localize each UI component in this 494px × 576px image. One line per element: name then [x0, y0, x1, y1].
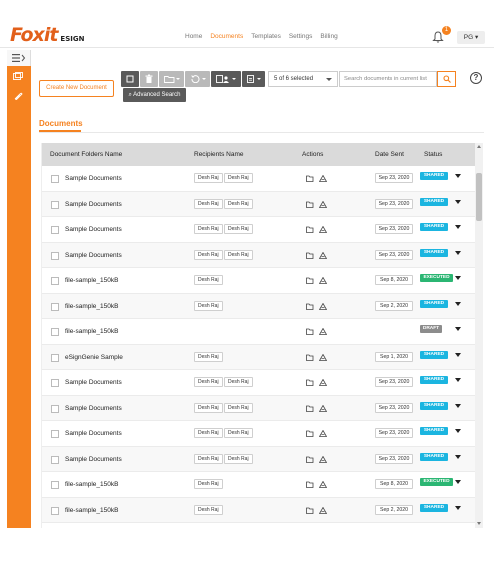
- recipient-chip: Desh Raj: [194, 377, 223, 387]
- table-body: [42, 166, 475, 523]
- nav-billing[interactable]: Billing: [320, 33, 338, 40]
- status-badge: SHARED: [420, 453, 448, 461]
- table-row[interactable]: [42, 472, 475, 498]
- recipient-chip: Desh Raj: [194, 301, 223, 311]
- status-badge: SHARED: [420, 198, 448, 206]
- status-badge: SHARED: [420, 172, 448, 180]
- document-name[interactable]: Sample Documents: [65, 404, 122, 412]
- recipient-chip: Desh Raj: [194, 428, 223, 438]
- row-checkbox[interactable]: [51, 405, 59, 413]
- create-document-button[interactable]: Create New Document: [39, 80, 114, 97]
- document-name[interactable]: Sample Documents: [65, 430, 122, 437]
- recipient-chip: Desh Raj: [194, 224, 223, 234]
- nav-templates[interactable]: Templates: [251, 33, 281, 40]
- status-badge: SHARED: [420, 249, 448, 257]
- recipient-chip: Desh Raj: [194, 454, 223, 464]
- row-checkbox[interactable]: [51, 354, 59, 362]
- row-checkbox[interactable]: [51, 481, 59, 489]
- signature-icon[interactable]: [319, 430, 327, 437]
- document-menu-button[interactable]: [242, 71, 265, 87]
- table-row[interactable]: [42, 421, 475, 447]
- document-icon: [247, 75, 261, 83]
- scroll-down-icon[interactable]: [477, 522, 481, 525]
- chevron-down-icon: ▾: [473, 34, 479, 41]
- recipient-chip: Desh Raj: [224, 199, 253, 209]
- history-button[interactable]: [185, 71, 210, 87]
- row-checkbox[interactable]: [51, 430, 59, 438]
- document-name[interactable]: eSignGenie Sample: [65, 353, 123, 361]
- checkbox-icon: [126, 75, 134, 83]
- status-badge: EXECUTED: [420, 274, 453, 282]
- row-checkbox[interactable]: [51, 507, 59, 515]
- recipient-chip: Desh Raj: [224, 454, 253, 464]
- row-checkbox[interactable]: [51, 226, 59, 234]
- document-name[interactable]: file-sample_150kB: [65, 302, 119, 310]
- column-header-date[interactable]: Date Sent: [375, 151, 404, 158]
- page-title: Documents: [39, 119, 83, 128]
- user-document-icon: [216, 75, 236, 83]
- document-name[interactable]: Sample Documents: [65, 200, 122, 208]
- recipient-chip: Desh Raj: [224, 224, 253, 234]
- folder-open-icon[interactable]: [306, 379, 314, 386]
- chevron-down-icon[interactable]: [455, 174, 461, 178]
- trash-icon: [145, 75, 153, 84]
- folder-open-icon[interactable]: [306, 201, 314, 208]
- folder-open-icon[interactable]: [306, 175, 314, 182]
- row-checkbox[interactable]: [51, 303, 59, 311]
- left-sidebar: [7, 50, 31, 528]
- selection-dropdown[interactable]: [268, 71, 338, 87]
- status-badge: SHARED: [420, 300, 448, 308]
- assign-button[interactable]: [211, 71, 241, 87]
- table-row[interactable]: [42, 447, 475, 473]
- chevron-down-icon[interactable]: [455, 302, 461, 306]
- history-icon: [190, 75, 206, 83]
- row-checkbox[interactable]: [51, 456, 59, 464]
- chevron-down-icon[interactable]: [455, 404, 461, 408]
- recipient-chip: Desh Raj: [224, 250, 253, 260]
- recipient-chip: Desh Raj: [194, 250, 223, 260]
- signature-icon[interactable]: [319, 456, 327, 463]
- folder-move-icon: [164, 75, 180, 83]
- row-checkbox[interactable]: [51, 252, 59, 260]
- hamburger-icon: [12, 54, 26, 62]
- signature-icon[interactable]: [319, 277, 327, 284]
- help-icon[interactable]: ?: [470, 72, 482, 84]
- row-checkbox[interactable]: [51, 328, 59, 336]
- chevron-down-icon[interactable]: [455, 200, 461, 204]
- recipient-chip: Desh Raj: [194, 199, 223, 209]
- date-sent: Sep 8, 2020: [375, 479, 413, 489]
- advanced-search-button[interactable]: [123, 88, 186, 102]
- status-badge: SHARED: [420, 223, 448, 231]
- folder-open-icon[interactable]: [306, 226, 314, 233]
- delete-button[interactable]: [140, 71, 158, 87]
- select-all-button[interactable]: [121, 71, 139, 87]
- document-name[interactable]: Sample Documents: [65, 251, 122, 259]
- sidebar-toggle[interactable]: [7, 50, 31, 66]
- date-sent: Sep 23, 2020: [375, 199, 413, 209]
- date-sent: Sep 23, 2020: [375, 454, 413, 464]
- recipient-chip: Desh Raj: [194, 505, 223, 515]
- table-row[interactable]: [42, 217, 475, 243]
- folder-open-icon[interactable]: [306, 354, 314, 361]
- document-name[interactable]: Sample Documents: [65, 226, 122, 233]
- folder-open-icon[interactable]: [306, 507, 314, 514]
- date-sent: Sep 23, 2020: [375, 377, 413, 387]
- table-header: [42, 143, 475, 166]
- row-checkbox[interactable]: [51, 201, 59, 209]
- divider: [39, 132, 484, 133]
- logo-text: Foxit: [10, 24, 58, 46]
- date-sent: Sep 2, 2020: [375, 301, 413, 311]
- attachment-icon[interactable]: [13, 92, 23, 100]
- chevron-down-icon[interactable]: [455, 480, 461, 484]
- table-row[interactable]: [42, 498, 475, 524]
- table-row[interactable]: [42, 166, 475, 192]
- date-sent: Sep 2, 2020: [375, 505, 413, 515]
- signature-icon[interactable]: [319, 379, 327, 386]
- search-icon: ⌕: [128, 92, 134, 98]
- date-sent: Sep 1, 2020: [375, 352, 413, 362]
- table-row[interactable]: [42, 319, 475, 345]
- folder-open-icon[interactable]: [306, 303, 314, 310]
- date-sent: Sep 23, 2020: [375, 428, 413, 438]
- search-icon: [443, 75, 451, 83]
- documents-icon[interactable]: [13, 72, 23, 80]
- user-initials: PG: [463, 34, 474, 41]
- foxit-logo[interactable]: [10, 24, 84, 46]
- user-menu-button[interactable]: [457, 31, 485, 44]
- recipient-chip: Desh Raj: [224, 403, 253, 413]
- signature-icon[interactable]: [319, 354, 327, 361]
- documents-table: [41, 143, 475, 528]
- signature-icon[interactable]: [319, 328, 327, 335]
- status-badge: EXECUTED: [420, 478, 453, 486]
- date-sent: Sep 23, 2020: [375, 224, 413, 234]
- row-checkbox[interactable]: [51, 277, 59, 285]
- date-sent: Sep 8, 2020: [375, 275, 413, 285]
- document-name[interactable]: Sample Documents: [65, 379, 122, 386]
- signature-icon[interactable]: [319, 175, 327, 182]
- chevron-down-icon[interactable]: [455, 225, 461, 229]
- status-badge: DRAFT: [420, 325, 442, 333]
- row-checkbox[interactable]: [51, 175, 59, 183]
- status-badge: SHARED: [420, 351, 448, 359]
- search-button[interactable]: [437, 71, 456, 87]
- main-nav: [185, 33, 338, 40]
- scroll-thumb[interactable]: [476, 173, 482, 221]
- chevron-down-icon[interactable]: [455, 506, 461, 510]
- signature-icon[interactable]: [319, 226, 327, 233]
- signature-icon[interactable]: [319, 201, 327, 208]
- status-badge: SHARED: [420, 427, 448, 435]
- chevron-down-icon: [326, 78, 332, 81]
- chevron-down-icon[interactable]: [455, 327, 461, 331]
- signature-icon[interactable]: [319, 405, 327, 412]
- column-header-name[interactable]: Document Folders Name: [50, 151, 123, 158]
- nav-settings[interactable]: Settings: [288, 33, 313, 40]
- top-header: [0, 18, 494, 48]
- folder-open-icon[interactable]: [306, 328, 314, 335]
- folder-open-icon[interactable]: [306, 252, 314, 259]
- nav-home[interactable]: Home: [185, 33, 203, 40]
- table-scrollbar[interactable]: [475, 143, 483, 528]
- document-name[interactable]: file-sample_150kB: [65, 481, 119, 488]
- table-row[interactable]: [42, 345, 475, 371]
- row-checkbox[interactable]: [51, 379, 59, 387]
- recipient-chip: Desh Raj: [224, 173, 253, 183]
- chevron-down-icon[interactable]: [455, 378, 461, 382]
- recipient-chip: Desh Raj: [194, 403, 223, 413]
- recipient-chip: Desh Raj: [194, 479, 223, 489]
- table-row[interactable]: [42, 192, 475, 218]
- column-header-actions: Actions: [302, 151, 324, 158]
- chevron-down-icon[interactable]: [455, 429, 461, 433]
- document-name[interactable]: file-sample_150kB: [65, 328, 119, 335]
- document-name[interactable]: file-sample_150kB: [65, 277, 119, 284]
- recipient-chip: Desh Raj: [224, 428, 253, 438]
- status-badge: SHARED: [420, 402, 448, 410]
- chevron-down-icon[interactable]: [455, 353, 461, 357]
- recipient-chip: Desh Raj: [224, 377, 253, 387]
- signature-icon[interactable]: [319, 481, 327, 488]
- date-sent: Sep 23, 2020: [375, 250, 413, 260]
- recipient-chip: Desh Raj: [194, 352, 223, 362]
- logo-sub-text: ESIGN: [60, 35, 85, 43]
- table-row[interactable]: [42, 294, 475, 320]
- search-input[interactable]: [339, 71, 437, 87]
- nav-documents[interactable]: Documents: [210, 33, 244, 40]
- recipient-chip: Desh Raj: [194, 173, 223, 183]
- document-name[interactable]: Sample Documents: [65, 175, 122, 182]
- folder-open-icon[interactable]: [306, 481, 314, 488]
- document-name[interactable]: file-sample_150kB: [65, 506, 119, 514]
- date-sent: Sep 23, 2020: [375, 173, 413, 183]
- chevron-down-icon[interactable]: [455, 276, 461, 280]
- table-row[interactable]: [42, 268, 475, 294]
- document-name[interactable]: Sample Documents: [65, 455, 122, 463]
- chevron-down-icon[interactable]: [455, 251, 461, 255]
- table-row[interactable]: [42, 243, 475, 269]
- signature-icon[interactable]: [319, 507, 327, 514]
- signature-icon[interactable]: [319, 303, 327, 310]
- move-folder-button[interactable]: [159, 71, 184, 87]
- table-row[interactable]: [42, 396, 475, 422]
- folder-open-icon[interactable]: [306, 430, 314, 437]
- recipient-chip: Desh Raj: [194, 275, 223, 285]
- column-header-status[interactable]: Status: [424, 151, 443, 158]
- folder-open-icon[interactable]: [306, 456, 314, 463]
- table-row[interactable]: [42, 370, 475, 396]
- column-header-recipients[interactable]: Recipients Name: [194, 151, 244, 158]
- status-badge: SHARED: [420, 376, 448, 384]
- chevron-down-icon[interactable]: [455, 455, 461, 459]
- date-sent: Sep 23, 2020: [375, 403, 413, 413]
- scroll-up-icon[interactable]: [477, 145, 481, 148]
- signature-icon[interactable]: [319, 252, 327, 259]
- notification-badge: 1: [442, 26, 451, 35]
- advanced-search-label: Advanced Search: [133, 92, 181, 98]
- folder-open-icon[interactable]: [306, 277, 314, 284]
- selection-label: 5 of 6 selected: [274, 76, 314, 82]
- folder-open-icon[interactable]: [306, 405, 314, 412]
- status-badge: SHARED: [420, 504, 448, 512]
